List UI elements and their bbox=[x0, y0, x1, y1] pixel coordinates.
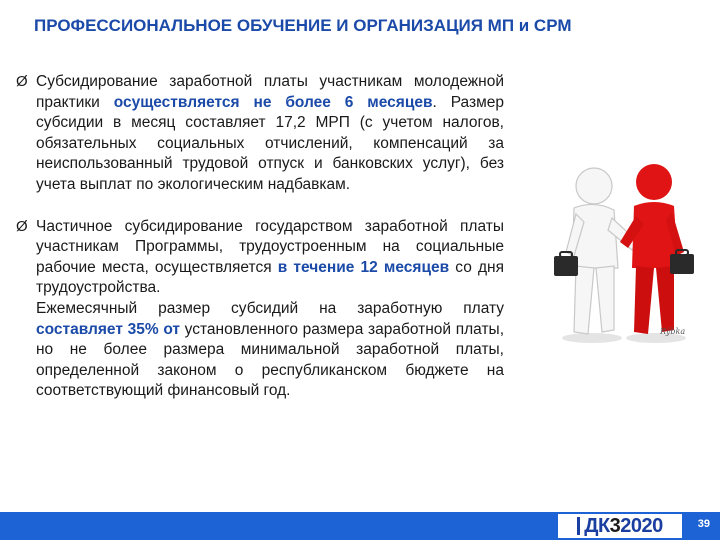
arrow-bullet-icon: Ø bbox=[16, 217, 28, 235]
highlight-text: в течение 12 месяцев bbox=[277, 258, 450, 276]
handshake-illustration bbox=[548, 152, 700, 348]
highlight-text: составляет 35% от bbox=[36, 320, 180, 338]
page-number: 39 bbox=[697, 518, 710, 530]
bullet-text: установленного размера заработной платы, но не более размера минимальной заработной платы, определенной законом о республиканском бюджете на соответствующий финансовый год. bbox=[36, 320, 505, 400]
bullet-text: со дня трудоустройства. bbox=[36, 258, 504, 297]
dk2020-logo bbox=[558, 514, 682, 538]
logo-bar-icon bbox=[577, 517, 580, 535]
bullet-paragraph bbox=[36, 217, 504, 299]
white-figure-icon bbox=[554, 168, 638, 343]
bullet-paragraph bbox=[36, 72, 504, 196]
bullet-item bbox=[16, 217, 504, 402]
bullet-text: Ежемесячный размер субсидий на заработную плату bbox=[36, 299, 504, 317]
bullet-paragraph bbox=[36, 299, 504, 402]
footer-bar bbox=[0, 512, 720, 540]
slide-title: ПРОФЕССИОНАЛЬНОЕ ОБУЧЕНИЕ И ОРГАНИЗАЦИЯ МП и СРМ bbox=[34, 16, 572, 35]
arrow-bullet-icon: Ø bbox=[16, 73, 28, 90]
bullet-item bbox=[16, 72, 504, 196]
bullet-list bbox=[16, 72, 504, 402]
bullet-text: . Размер субсидии в месяц составляет 17,2 МРП (с учетом налогов, обязательных социальных отчислений, компенсаций за неиспользованный трудовой отпуск и банковских услуг), без учета выплат по экологическим надбавкам. bbox=[36, 93, 505, 193]
red-figure-icon bbox=[620, 164, 694, 343]
bullet-text: Субсидирование заработной платы участникам молодежной практики bbox=[36, 73, 504, 111]
highlight-text: осуществляется не более 6 месяцев bbox=[113, 93, 433, 111]
bullet-text: Частичное субсидирование государством заработной платы участникам Программы, трудоустроенным на социальные рабочие места, осуществляется bbox=[36, 217, 504, 276]
signature-text: Rýbka bbox=[660, 327, 686, 336]
logo-text: ДК32020 bbox=[584, 515, 663, 537]
